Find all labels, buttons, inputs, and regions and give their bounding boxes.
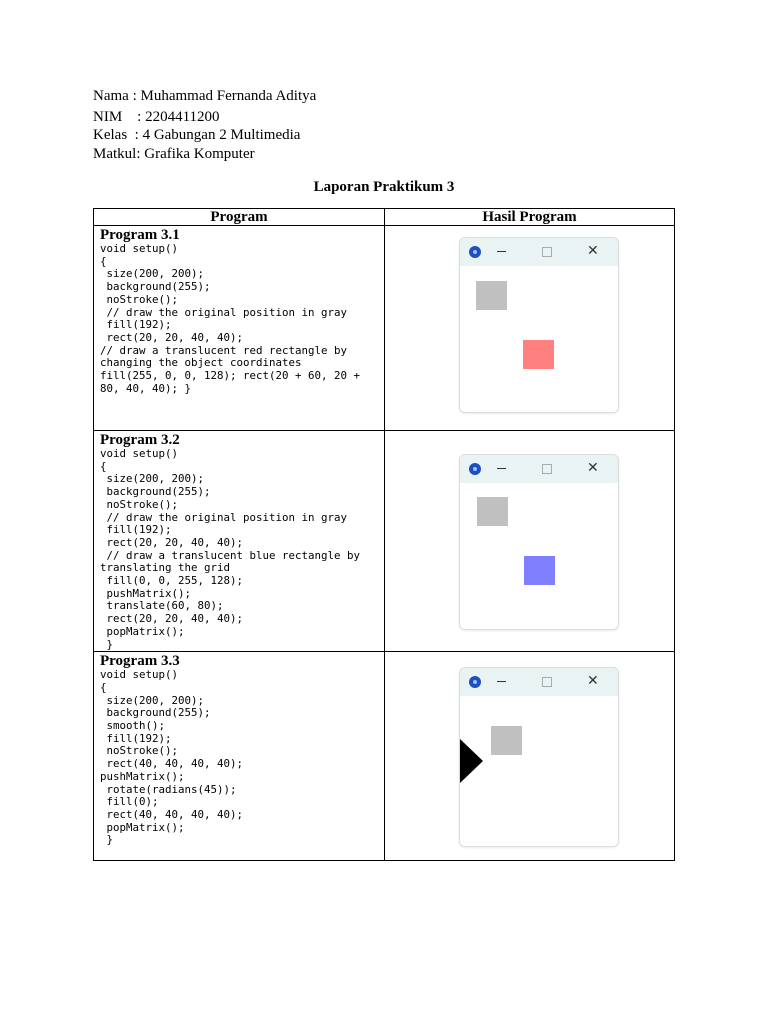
- result-cell: [385, 652, 675, 861]
- program-title: Program 3.2: [100, 432, 180, 448]
- program-code: void setup() { size(200, 200); background(255); smooth(); fill(192); noStroke(); rect(40, 40, 40, 40); pushMatrix(); rotate(radians(45)); fill(0); rect(40, 40, 40, 40); popMatrix(); }: [100, 668, 244, 847]
- table-header-row: [94, 209, 675, 226]
- gray-rectangle: [477, 497, 508, 526]
- result-cell: [385, 226, 675, 431]
- sketch-canvas: [460, 266, 618, 412]
- report-title: Laporan Praktikum 3: [313, 179, 455, 195]
- window-titlebar: [460, 668, 618, 696]
- result-cell: [385, 431, 675, 652]
- course-name: Matkul: Grafika Komputer: [93, 146, 255, 162]
- report-table: [93, 208, 675, 861]
- table-row: [94, 652, 675, 861]
- maximize-icon[interactable]: [542, 247, 552, 257]
- minimize-icon[interactable]: [497, 251, 506, 252]
- processing-app-icon: [469, 463, 481, 475]
- gray-rectangle: [476, 281, 507, 310]
- program-cell: [94, 226, 385, 431]
- sketch-canvas: [460, 483, 618, 629]
- maximize-icon[interactable]: [542, 677, 552, 687]
- minimize-icon[interactable]: [497, 468, 506, 469]
- program-cell: [94, 652, 385, 861]
- rotated-square-shape: [460, 739, 483, 783]
- blue-rectangle: [524, 556, 555, 585]
- student-nim: NIM : 2204411200: [93, 109, 220, 125]
- program-title: Program 3.3: [100, 653, 180, 670]
- close-icon[interactable]: ✕: [587, 460, 599, 476]
- processing-app-icon: [469, 676, 481, 688]
- student-class: Kelas : 4 Gabungan 2 Multimedia: [93, 127, 301, 143]
- output-window: [459, 667, 619, 847]
- close-icon[interactable]: ✕: [587, 673, 599, 690]
- column-header-program: Program: [94, 209, 385, 226]
- sketch-canvas: [460, 696, 618, 846]
- output-window: [459, 454, 619, 630]
- rotated-black-square: [460, 739, 484, 783]
- table-row: [94, 226, 675, 431]
- window-titlebar: [460, 238, 618, 266]
- table-row: [94, 431, 675, 652]
- window-titlebar: [460, 455, 618, 483]
- program-code: void setup() { size(200, 200); background(255); noStroke(); // draw the original position in gray fill(192); rect(20, 20, 40, 40); // draw a translucent blue rectangle by translating the grid fill(0, 0, 255, 128); pushMatrix(); translate(60, 80); rect(20, 20, 40, 40); popMatrix(); }: [100, 447, 361, 651]
- close-icon[interactable]: ✕: [587, 243, 599, 259]
- program-title: Program 3.1: [100, 227, 180, 243]
- minimize-icon[interactable]: [497, 681, 506, 682]
- column-header-result: Hasil Program: [385, 209, 675, 226]
- gray-rectangle: [491, 726, 522, 755]
- program-cell: [94, 431, 385, 652]
- processing-app-icon: [469, 246, 481, 258]
- output-window: [459, 237, 619, 413]
- red-rectangle: [523, 340, 554, 369]
- program-code: void setup() { size(200, 200); background(255); noStroke(); // draw the original position in gray fill(192); rect(20, 20, 40, 40); // draw a translucent red rectangle by changing the object coordinates fill(255, 0, 0, 128); rect(20 + 60, 20 + 80, 40, 40); }: [100, 242, 361, 395]
- maximize-icon[interactable]: [542, 464, 552, 474]
- student-name: Nama : Muhammad Fernanda Aditya: [93, 88, 317, 104]
